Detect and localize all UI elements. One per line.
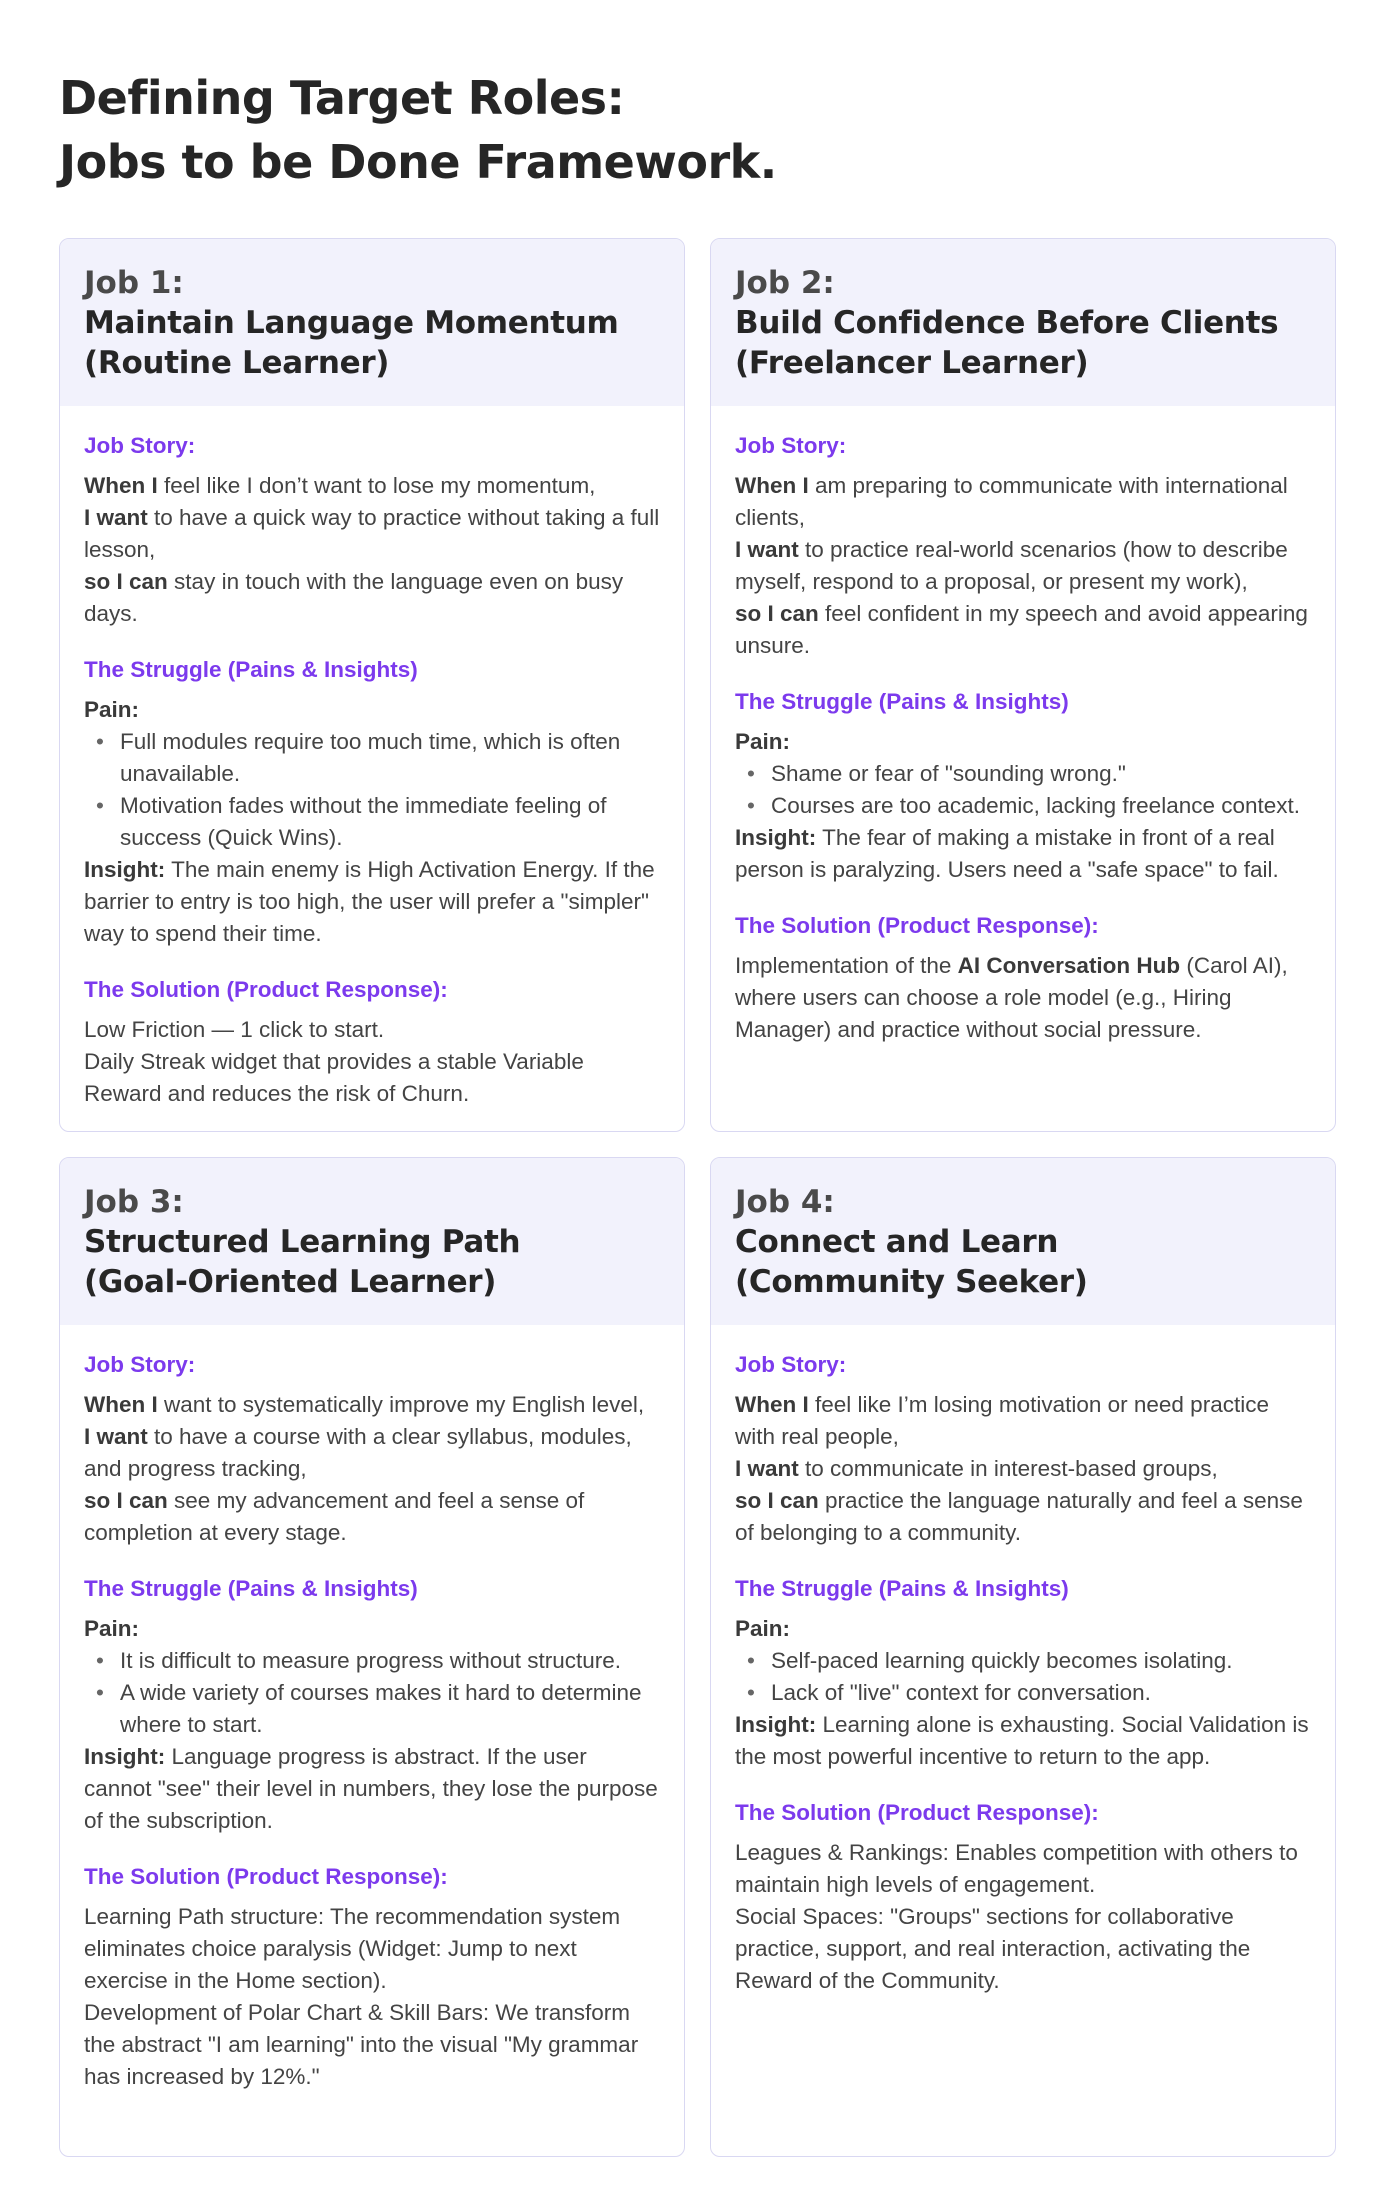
job-story-section bbox=[84, 1349, 660, 1549]
insight-text: Language progress is abstract. If the user cannot "see" their level in numbers, they lose the purpose of the subscription. bbox=[84, 1744, 658, 1833]
solution-line: Development of Polar Chart & Skill Bars: We transform the abstract "I am learning" into the visual "My grammar has increased by 12%." bbox=[84, 2000, 639, 2089]
story-want bbox=[84, 1421, 660, 1485]
pain-list bbox=[84, 1645, 660, 1741]
struggle-section bbox=[735, 1573, 1311, 1773]
insight-text: The main enemy is High Activation Energy. If the barrier to entry is too high, the user will prefer a "simpler" way to spend their time. bbox=[84, 857, 655, 946]
solution-line: Daily Streak widget that provides a stable Variable Reward and reduces the risk of Churn. bbox=[84, 1049, 584, 1106]
job-title-line-2: (Goal-Oriented Learner) bbox=[84, 1264, 497, 1300]
jobs-grid bbox=[59, 238, 1341, 2157]
job-story-heading: Job Story: bbox=[735, 1352, 847, 1377]
insight bbox=[735, 1709, 1311, 1773]
pain-list bbox=[84, 726, 660, 854]
story-when bbox=[735, 1389, 1311, 1453]
story-when-text: feel like I’m losing motivation or need practice with real people, bbox=[735, 1392, 1269, 1449]
story-want-label: I want bbox=[84, 1424, 148, 1449]
page-title-line-2: Jobs to be Done Framework. bbox=[59, 135, 777, 189]
struggle-heading: The Struggle (Pains & Insights) bbox=[84, 657, 418, 682]
job-card-2 bbox=[710, 238, 1336, 1132]
insight-label: Insight: bbox=[735, 1712, 817, 1737]
story-when-text: am preparing to communicate with international clients, bbox=[735, 473, 1288, 530]
job-title bbox=[84, 1222, 660, 1302]
pain-item: • Courses are too academic, lacking freelance context. bbox=[735, 790, 1311, 822]
story-can bbox=[735, 1485, 1311, 1549]
solution-line: Leagues & Rankings: Enables competition with others to maintain high levels of engagement. bbox=[735, 1840, 1298, 1897]
story-can-label: so I can bbox=[735, 601, 819, 626]
story-can-text: feel confident in my speech and avoid appearing unsure. bbox=[735, 601, 1308, 658]
story-when-label: When I bbox=[84, 1392, 158, 1417]
solution-heading: The Solution (Product Response): bbox=[84, 1864, 448, 1889]
struggle-heading: The Struggle (Pains & Insights) bbox=[735, 689, 1069, 714]
job-story-section bbox=[735, 1349, 1311, 1549]
pain-label: Pain: bbox=[84, 1616, 140, 1641]
job-number: Job 4: bbox=[735, 1184, 835, 1220]
story-can-text: practice the language naturally and feel a sense of belonging to a community. bbox=[735, 1488, 1303, 1545]
solution-line: Social Spaces: "Groups" sections for collaborative practice, support, and real interaction, activating the Reward of the Community. bbox=[735, 1904, 1251, 1993]
job-card-header bbox=[711, 239, 1335, 406]
solution-line: Learning Path structure: The recommendation system eliminates choice paralysis (Widget: Jump to next exercise in the Home section). bbox=[84, 1904, 621, 1993]
story-want-text: to have a course with a clear syllabus, modules, and progress tracking, bbox=[84, 1424, 632, 1481]
story-want-text: to have a quick way to practice without taking a full lesson, bbox=[84, 505, 660, 562]
job-title-line-1: Maintain Language Momentum bbox=[84, 305, 619, 341]
story-want-label: I want bbox=[735, 537, 799, 562]
story-want bbox=[735, 1453, 1311, 1485]
page-title bbox=[59, 66, 1341, 194]
story-when bbox=[735, 470, 1311, 534]
job-number: Job 2: bbox=[735, 265, 835, 301]
pain-item: • Self-paced learning quickly becomes isolating. bbox=[735, 1645, 1311, 1677]
pain-label: Pain: bbox=[735, 729, 791, 754]
story-when bbox=[84, 1389, 660, 1421]
struggle-heading: The Struggle (Pains & Insights) bbox=[84, 1576, 418, 1601]
pain-item: • It is difficult to measure progress without structure. bbox=[84, 1645, 660, 1677]
story-when bbox=[84, 470, 660, 502]
story-when-text: feel like I don’t want to lose my momentum, bbox=[157, 473, 596, 498]
insight bbox=[735, 822, 1311, 886]
job-title-line-2: (Routine Learner) bbox=[84, 345, 390, 381]
insight-label: Insight: bbox=[735, 825, 817, 850]
job-title-line-1: Structured Learning Path bbox=[84, 1224, 521, 1260]
solution-section bbox=[735, 910, 1311, 1046]
story-want-label: I want bbox=[84, 505, 148, 530]
job-card-body bbox=[711, 1325, 1335, 2021]
job-card-body bbox=[711, 406, 1335, 1070]
story-can-label: so I can bbox=[735, 1488, 819, 1513]
insight bbox=[84, 854, 660, 950]
solution-heading: The Solution (Product Response): bbox=[735, 913, 1099, 938]
solution-heading: The Solution (Product Response): bbox=[735, 1800, 1099, 1825]
story-when-label: When I bbox=[84, 473, 158, 498]
story-want-label: I want bbox=[735, 1456, 799, 1481]
job-story-heading: Job Story: bbox=[84, 1352, 196, 1377]
story-want-text: to practice real-world scenarios (how to describe myself, respond to a proposal, or present my work), bbox=[735, 537, 1288, 594]
job-title-line-2: (Freelancer Learner) bbox=[735, 345, 1089, 381]
pain-item: • Full modules require too much time, which is often unavailable. bbox=[84, 726, 660, 790]
story-can bbox=[84, 1485, 660, 1549]
solution-section bbox=[84, 1861, 660, 2093]
pain-item: • A wide variety of courses makes it hard to determine where to start. bbox=[84, 1677, 660, 1741]
solution-line bbox=[735, 950, 1311, 1046]
job-title bbox=[735, 1222, 1311, 1302]
job-card-body bbox=[60, 1325, 684, 2117]
insight-label: Insight: bbox=[84, 857, 166, 882]
story-when-text: want to systematically improve my English level, bbox=[157, 1392, 645, 1417]
struggle-section bbox=[84, 1573, 660, 1837]
job-number: Job 1: bbox=[84, 265, 184, 301]
struggle-section bbox=[735, 686, 1311, 886]
struggle-heading: The Struggle (Pains & Insights) bbox=[735, 1576, 1069, 1601]
job-card-header bbox=[60, 239, 684, 406]
insight-label: Insight: bbox=[84, 1744, 166, 1769]
job-card-header bbox=[60, 1158, 684, 1325]
job-card-1 bbox=[59, 238, 685, 1132]
story-can-text: stay in touch with the language even on busy days. bbox=[84, 569, 624, 626]
solution-section bbox=[84, 974, 660, 1110]
job-card-3 bbox=[59, 1157, 685, 2157]
insight-text: Learning alone is exhausting. Social Validation is the most powerful incentive to return to the app. bbox=[735, 1712, 1309, 1769]
job-card-body bbox=[60, 406, 684, 1132]
story-can-label: so I can bbox=[84, 1488, 168, 1513]
story-can-text: see my advancement and feel a sense of completion at every stage. bbox=[84, 1488, 585, 1545]
pain-list bbox=[735, 758, 1311, 822]
job-card-header bbox=[711, 1158, 1335, 1325]
pain-item: • Shame or fear of "sounding wrong." bbox=[735, 758, 1311, 790]
pain-label: Pain: bbox=[84, 697, 140, 722]
solution-text-post: (Carol AI), where users can choose a role model (e.g., Hiring Manager) and practice without social pressure. bbox=[735, 953, 1288, 1042]
story-can-label: so I can bbox=[84, 569, 168, 594]
insight bbox=[84, 1741, 660, 1837]
story-when-label: When I bbox=[735, 1392, 809, 1417]
job-story-section bbox=[84, 430, 660, 630]
story-want bbox=[735, 534, 1311, 598]
solution-heading: The Solution (Product Response): bbox=[84, 977, 448, 1002]
job-story-heading: Job Story: bbox=[84, 433, 196, 458]
solution-text-pre: Implementation of the bbox=[735, 953, 958, 978]
story-want bbox=[84, 502, 660, 566]
struggle-section bbox=[84, 654, 660, 950]
solution-line: Low Friction — 1 click to start. bbox=[84, 1017, 385, 1042]
page-title-line-1: Defining Target Roles: bbox=[59, 71, 625, 125]
job-story-heading: Job Story: bbox=[735, 433, 847, 458]
job-title-line-2: (Community Seeker) bbox=[735, 1264, 1088, 1300]
job-title-line-1: Build Confidence Before Clients bbox=[735, 305, 1279, 341]
story-can bbox=[84, 566, 660, 630]
job-title bbox=[735, 303, 1311, 383]
pain-list bbox=[735, 1645, 1311, 1709]
solution-text-bold: AI Conversation Hub bbox=[957, 953, 1181, 978]
insight-text: The fear of making a mistake in front of a real person is paralyzing. Users need a "safe space" to fail. bbox=[735, 825, 1279, 882]
story-want-text: to communicate in interest-based groups, bbox=[798, 1456, 1218, 1481]
job-title bbox=[84, 303, 660, 383]
job-story-section bbox=[735, 430, 1311, 662]
job-title-line-1: Connect and Learn bbox=[735, 1224, 1059, 1260]
story-when-label: When I bbox=[735, 473, 809, 498]
job-number: Job 3: bbox=[84, 1184, 184, 1220]
pain-label: Pain: bbox=[735, 1616, 791, 1641]
story-can bbox=[735, 598, 1311, 662]
solution-section bbox=[735, 1797, 1311, 1997]
pain-item: • Lack of "live" context for conversation. bbox=[735, 1677, 1311, 1709]
pain-item: • Motivation fades without the immediate feeling of success (Quick Wins). bbox=[84, 790, 660, 854]
job-card-4 bbox=[710, 1157, 1336, 2157]
